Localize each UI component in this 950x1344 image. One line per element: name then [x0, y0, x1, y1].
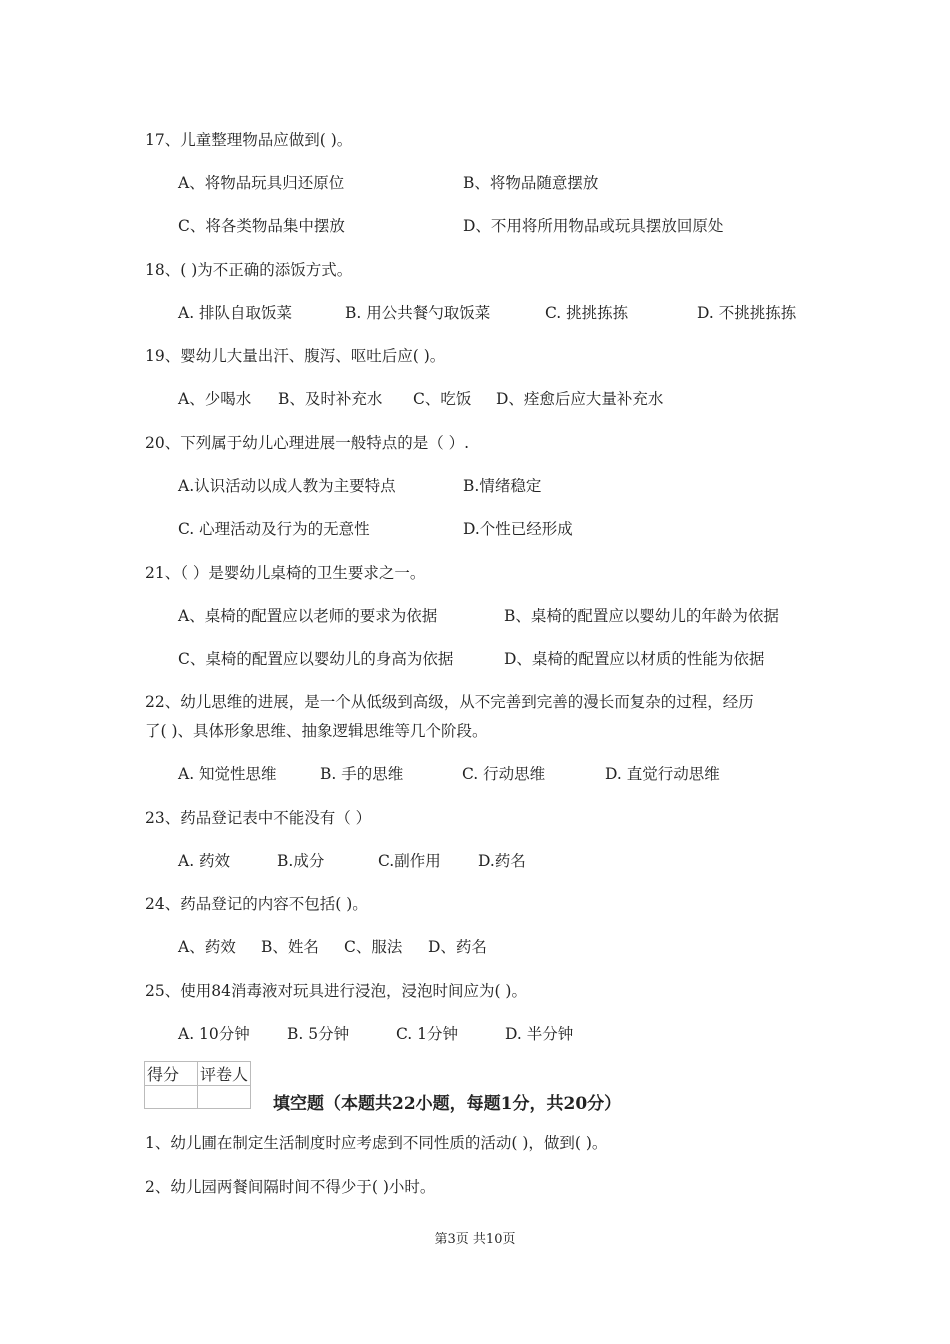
- option-23a: A. 药效: [178, 852, 231, 870]
- question-19: 19、婴幼儿大量出汗、腹泻、呕吐后应( )。: [145, 347, 446, 365]
- question-18: 18、( )为不正确的添饭方式。: [145, 261, 353, 279]
- section-title: 填空题（本题共22小题，每题1分，共20分）: [273, 1094, 622, 1114]
- page-footer: 第3页 共10页: [434, 1232, 516, 1247]
- option-20c: C. 心理活动及行为的无意性: [178, 520, 370, 538]
- question-22-cont: 了( )、具体形象思维、抽象逻辑思维等几个阶段。: [145, 722, 488, 740]
- question-24: 24、药品登记的内容不包括( )。: [145, 895, 368, 913]
- fill-question-2: 2、幼儿园两餐间隔时间不得少于( )小时。: [145, 1178, 436, 1196]
- option-17c: C、将各类物品集中摆放: [178, 217, 345, 235]
- option-24b: B、姓名: [261, 938, 319, 956]
- option-19b: B、及时补充水: [278, 390, 383, 408]
- option-18b: B. 用公共餐勺取饭菜: [345, 304, 491, 322]
- option-17d: D、不用将所用物品或玩具摆放回原处: [463, 217, 724, 235]
- option-18c: C. 挑挑拣拣: [545, 304, 629, 322]
- option-22a: A. 知觉性思维: [178, 765, 277, 783]
- option-22d: D. 直觉行动思维: [605, 765, 720, 783]
- question-25: 25、使用84消毒液对玩具进行浸泡，浸泡时间应为( )。: [145, 982, 527, 1000]
- option-17a: A、将物品玩具归还原位: [178, 174, 345, 192]
- option-25a: A. 10分钟: [178, 1025, 250, 1043]
- question-23: 23、药品登记表中不能没有（ ）: [145, 809, 372, 827]
- option-19c: C、吃饭: [413, 390, 472, 408]
- option-25d: D. 半分钟: [505, 1025, 574, 1043]
- option-22b: B. 手的思维: [320, 765, 404, 783]
- option-23d: D.药名: [478, 852, 526, 870]
- option-20a: A.认识活动以成人教为主要特点: [178, 477, 396, 495]
- option-23b: B.成分: [277, 852, 325, 870]
- grader-cell[interactable]: [198, 1086, 251, 1109]
- option-19d: D、痊愈后应大量补充水: [496, 390, 664, 408]
- option-17b: B、将物品随意摆放: [463, 174, 599, 192]
- option-19a: A、少喝水: [178, 390, 252, 408]
- option-23c: C.副作用: [378, 852, 441, 870]
- fill-question-1: 1、幼儿圃在制定生活制度时应考虑到不同性质的活动( )，做到( )。: [145, 1134, 608, 1152]
- option-20b: B.情绪稳定: [463, 477, 542, 495]
- score-table: [144, 1061, 251, 1109]
- option-21a: A、桌椅的配置应以老师的要求为依据: [178, 607, 438, 625]
- option-22c: C. 行动思维: [462, 765, 546, 783]
- option-24c: C、服法: [344, 938, 403, 956]
- option-21d: D、桌椅的配置应以材质的性能为依据: [504, 650, 765, 668]
- option-24a: A、药效: [178, 938, 236, 956]
- question-22: 22、幼儿思维的进展，是一个从低级到高级，从不完善到完善的漫长而复杂的过程，经历: [145, 693, 754, 711]
- score-cell[interactable]: [145, 1086, 198, 1109]
- option-25c: C. 1分钟: [396, 1025, 459, 1043]
- option-20d: D.个性已经形成: [463, 520, 573, 538]
- question-21: 21、（ ）是婴幼儿桌椅的卫生要求之一。: [145, 564, 426, 582]
- option-25b: B. 5分钟: [287, 1025, 350, 1043]
- question-17: 17、儿童整理物品应做到( )。: [145, 131, 353, 149]
- question-20: 20、下列属于幼儿心理进展一般特点的是（ ）.: [145, 434, 470, 452]
- option-21b: B、桌椅的配置应以婴幼儿的年龄为依据: [504, 607, 779, 625]
- grader-header: 评卷人: [198, 1062, 251, 1086]
- score-header: 得分: [145, 1062, 198, 1086]
- option-21c: C、桌椅的配置应以婴幼儿的身高为依据: [178, 650, 454, 668]
- option-18d: D. 不挑挑拣拣: [697, 304, 797, 322]
- option-24d: D、药名: [428, 938, 487, 956]
- option-18a: A. 排队自取饭菜: [178, 304, 293, 322]
